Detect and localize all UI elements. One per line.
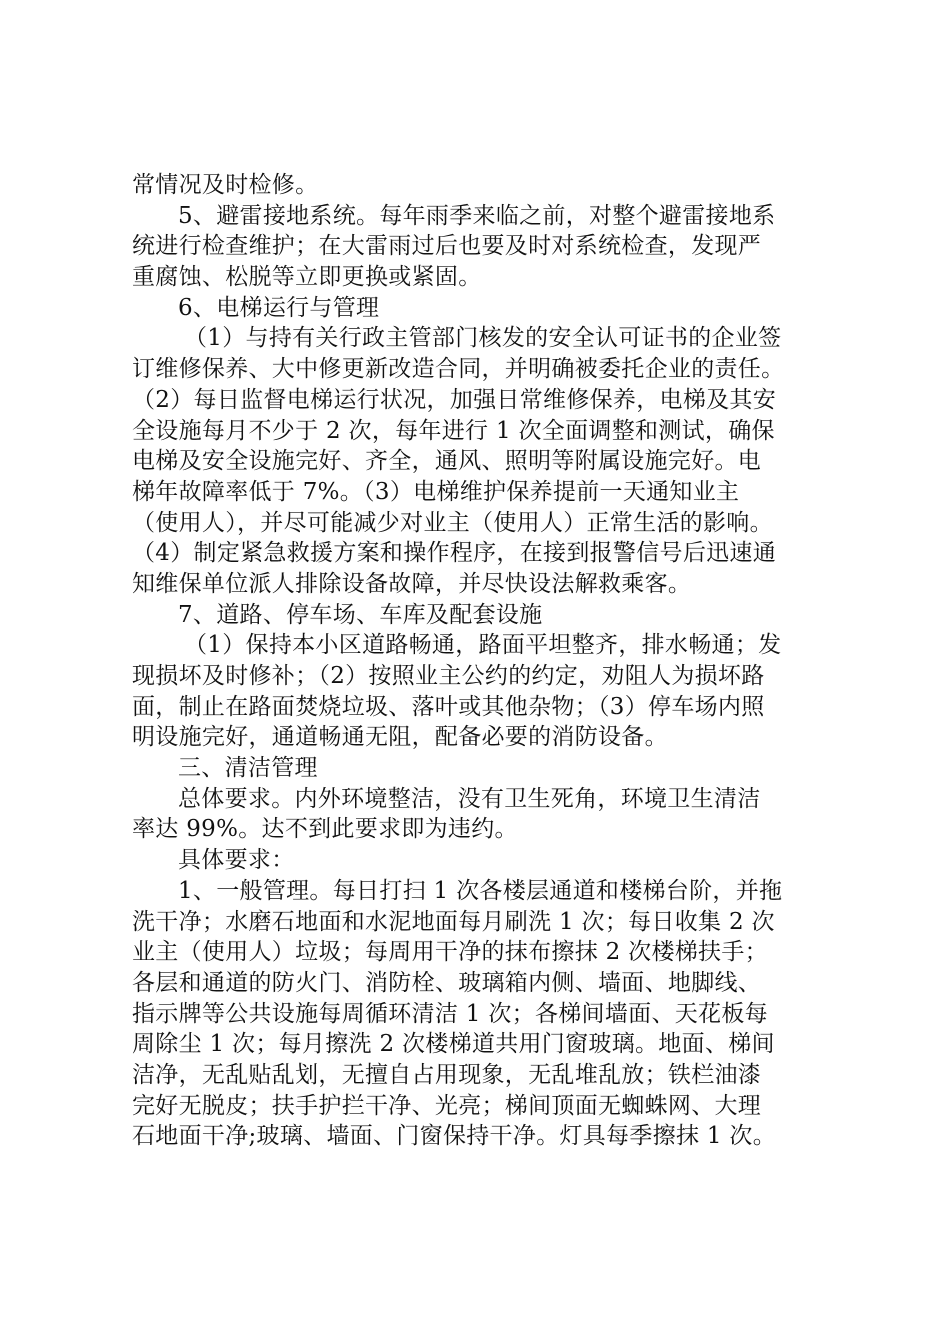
text-line: 统进行检查维护；在大雷雨过后也要及时对系统检查，发现严 — [132, 233, 762, 260]
text-line: 7、道路、停车场、车库及配套设施 — [178, 601, 543, 628]
text-line: 具体要求： — [178, 847, 295, 874]
text-line: （1）保持本小区道路畅通，路面平坦整齐，排水畅通；发 — [184, 632, 782, 659]
text-line: 率达 99%。达不到此要求即为违约。 — [132, 816, 518, 843]
text-line: （使用人），并尽可能减少对业主（使用人）正常生活的影响。 — [132, 509, 773, 536]
text-line: 各层和通道的防火门、消防栓、玻璃箱内侧、墙面、地脚线、 — [132, 969, 762, 996]
text-line: 业主（使用人）垃圾；每周用干净的抹布擦抹 2 次楼梯扶手； — [132, 939, 768, 966]
text-line: 周除尘 1 次；每月擦洗 2 次楼梯道共用门窗玻璃。地面、梯间 — [132, 1031, 775, 1058]
text-line: 全设施每月不少于 2 次，每年进行 1 次全面调整和测试，确保 — [132, 417, 775, 444]
text-line: 总体要求。内外环境整洁，没有卫生死角，环境卫生清洁 — [178, 785, 761, 812]
text-line: 石地面干净;玻璃、墙面、门窗保持干净。灯具每季擦抹 1 次。 — [132, 1123, 777, 1150]
text-line: 洗干净；水磨石地面和水泥地面每月刷洗 1 次；每日收集 2 次 — [132, 908, 775, 935]
text-line: 洁净，无乱贴乱划，无擅自占用现象，无乱堆乱放；铁栏油漆 — [132, 1061, 762, 1088]
text-line: 面，制止在路面焚烧垃圾、落叶或其他杂物；（3）停车场内照 — [132, 693, 765, 720]
text-line: 现损坏及时修补；（2）按照业主公约的约定，劝阻人为损坏路 — [132, 663, 765, 689]
text-line: （1）与持有关行政主管部门核发的安全认可证书的企业签 — [184, 325, 782, 352]
text-line: 1、一般管理。每日打扫 1 次各楼层通道和楼梯台阶，并拖 — [178, 877, 783, 904]
document-body — [132, 170, 832, 1152]
text-line: 明设施完好，通道畅通无阻，配备必要的消防设备。 — [132, 724, 668, 751]
text-line: 完好无脱皮；扶手护拦干净、光亮；梯间顶面无蜘蛛网、大理 — [132, 1092, 762, 1119]
text-line: 6、电梯运行与管理 — [178, 294, 380, 321]
text-line: 梯年故障率低于 7%。（3）电梯维护保养提前一天通知业主 — [132, 478, 740, 505]
text-line: （2）每日监督电梯运行状况，加强日常维修保养，电梯及其安 — [132, 386, 777, 413]
text-line: 电梯及安全设施完好、齐全，通风、照明等附属设施完好。电 — [132, 448, 762, 475]
text-line: 知维保单位派人排除设备故障，并尽快设法解救乘客。 — [132, 570, 692, 597]
text-line: 5、避雷接地系统。每年雨季来临之前，对整个避雷接地系 — [178, 202, 776, 229]
text-line: （4）制定紧急救援方案和操作程序，在接到报警信号后迅速通 — [132, 540, 777, 567]
text-line: 重腐蚀、松脱等立即更换或紧固。 — [132, 264, 482, 291]
text-line: 常情况及时检修。 — [132, 172, 319, 198]
text-line: 订维修保养、大中修更新改造合同，并明确被委托企业的责任。 — [132, 356, 785, 383]
text-line: 三、清洁管理 — [178, 755, 318, 782]
text-line: 指示牌等公共设施每周循环清洁 1 次；各梯间墙面、天花板每 — [132, 1000, 768, 1027]
